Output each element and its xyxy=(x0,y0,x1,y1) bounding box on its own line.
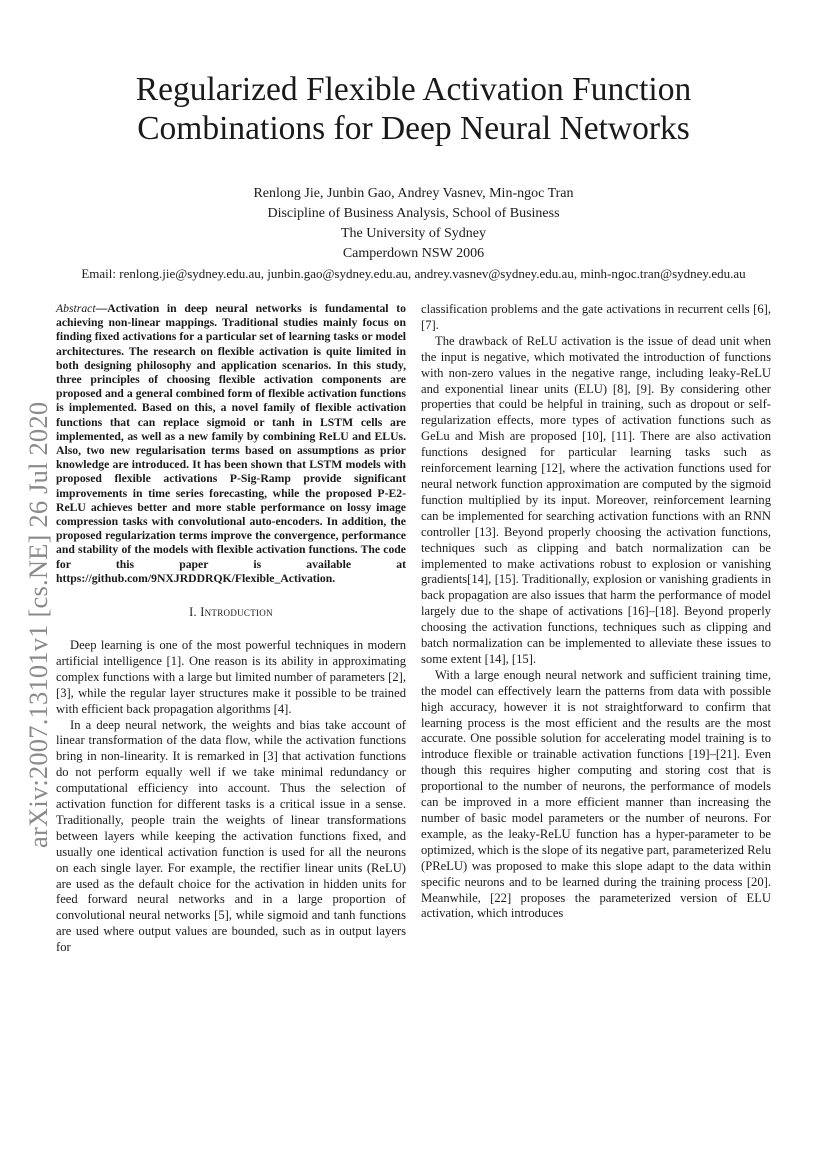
section-title: Introduction xyxy=(200,605,273,620)
abstract xyxy=(56,302,406,586)
arxiv-stamp: arXiv:2007.13101v1 [cs.NE] 26 Jul 2020 xyxy=(23,401,53,848)
paragraph: classification problems and the gate activations in recurrent cells [6], [7]. xyxy=(421,302,771,332)
paragraph: Deep learning is one of the most powerful techniques in modern artificial intelligence [1]. One reason is its ability in approximating complex functions with a large but limited number of parameters [2], [3], while the regular layer structures make it possible to be trained with efficient back propagation algorithms [4]. xyxy=(56,637,406,716)
paragraph: With a large enough neural network and sufficient training time, the model can effectively learn the patterns from data with possible high accuracy, however it is not straightforward to confirm that learning process is the most efficient and the results are the most accurate. One possible solution for accelerating model training is to introduce flexible or trainable activation functions [19]–[21]. Even though this requires higher computing and storing cost that is proportional to the number of neurons, the performance of models can be improved in a more efficient manner than increasing the number of basic model parameters or the number of neurons. For example, as the leaky-ReLU function has a hyper-parameter to be optimized, which is the slope of its negative part, parameterized Relu (PReLU) was proposed to make this slope adapt to the data within specific neurons and to be learned during the training process [20]. Meanwhile, [22] proposes the parameterized version of ELU activation, which introduces xyxy=(421,667,771,921)
right-column xyxy=(421,302,771,922)
title-line-1: Regularized Flexible Activation Function xyxy=(135,71,692,108)
author-names: Renlong Jie, Junbin Gao, Andrey Vasnev, Min-ngoc Tran xyxy=(253,186,574,201)
abstract-label: Abstract xyxy=(56,302,96,315)
paper-title xyxy=(60,70,767,148)
section-heading-introduction xyxy=(56,605,406,621)
abstract-text: —Activation in deep neural networks is fundamental to achieving non-linear mappings. Traditional studies mainly focus on finding fixed activations for a particular set of learning tasks or model architectures. The research on flexible activation is quite limited in both designing philosophy and application scenarios. In this study, three principles of choosing flexible activation components are proposed and a general combined form of flexible activation functions is implemented. Based on this, a novel family of flexible activation functions that can replace sigmoid or tanh in LSTM cells are implemented, as well as a new family by combining ReLU and ELUs. Also, two new regularisation terms based on assumptions as prior knowledge are introduced. It has been shown that LSTM models with proposed flexible activations P-Sig-Ramp provide significant improvements in time series forecasting, while the proposed P-E2-ReLU achieves better and more stable performance on lossy image compression tasks with convolutional auto-encoders. In addition, the proposed regularization terms improve the convergence, performance and stability of the models with flexible activation functions. The code for this paper is available at https://github.com/9NXJRDDRQK/Flexible_Activation. xyxy=(56,302,406,585)
paragraph: In a deep neural network, the weights and bias take account of linear transformation of the data flow, while the activation functions bring in non-linearity. It is remarked in [3] that activation functions do not perform equally well if we take minimal redundancy or computational efficiency into account. Thus the selection of activation function for different tasks is a critical issue in a sense. Traditionally, people train the weights of linear transformations between layers while keeping the activation functions fixed, and usually one identical activation function is used for all the neurons on each single layer. For example, the rectifier linear units (ReLU) are used as the default choice for the activation in hidden units for feed forward neural networks and in a large proportion of convolutional neural networks [5], while sigmoid and tanh functions are used where output values are bounded, such as in output layers for xyxy=(56,717,406,955)
author-emails: Email: renlong.jie@sydney.edu.au, junbin.gao@sydney.edu.au, andrey.vasnev@sydney.edu.au, minh-ngoc.tran@sydney.edu.au xyxy=(81,266,746,281)
author-block xyxy=(40,184,787,284)
paragraph: The drawback of ReLU activation is the issue of dead unit when the input is negative, which motivated the introduction of functions with non-zero values in the negative range, including leaky-ReLU and exponential linear units (ELU) [8], [9]. By considering other properties that could be helpful in training, such as dropout or self-regularization effects, more types of activation functions such as GeLu and Mish are proposed [10], [11]. There are also activation functions designed for particular learning tasks such as reinforcement learning [12], where the activation functions used for neural network function approximation are computed by the sigmoid function multiplied by its input. Moreover, reinforcement learning can be implemented for searching activation functions with an RNN controller [13]. Beyond properly choosing the activation functions, techniques such as clipping and batch normalization can be implemented to make activations robust to explosion or vanishing gradients[14], [15]. Traditionally, explosion or vanishing gradients in back propagation are also issues that harm the performance of model largely due to the shape of activations [16]–[18]. Beyond properly choosing the activation functions, techniques such as clipping and batch normalization can be implemented to alleviate these issues to some extent [14], [15]. xyxy=(421,333,771,666)
affiliation-line-1: Discipline of Business Analysis, School of Business xyxy=(267,206,560,221)
affiliation-line-3: Camperdown NSW 2006 xyxy=(342,246,485,261)
title-line-2: Combinations for Deep Neural Networks xyxy=(137,110,690,147)
section-number: I. xyxy=(189,605,201,620)
left-column xyxy=(56,302,406,956)
affiliation-line-2: The University of Sydney xyxy=(340,226,487,241)
